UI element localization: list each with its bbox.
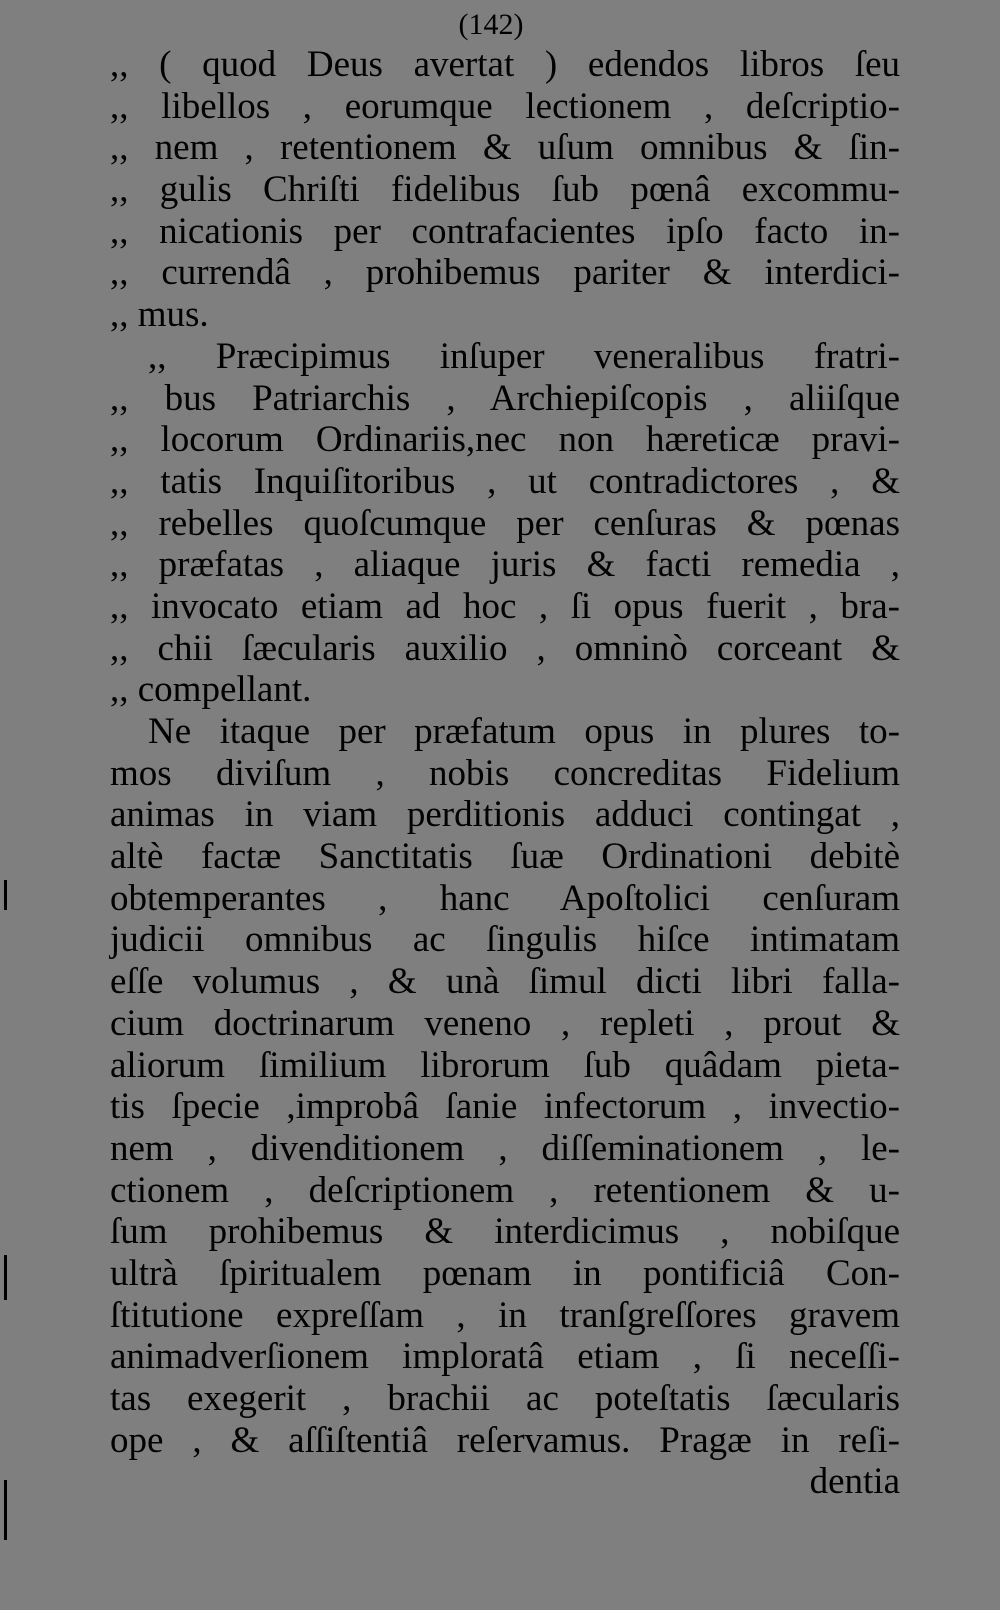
text-line: ultrà ſpiritualem pœnam in pontificiâ Con-: [110, 1252, 900, 1294]
text-line: Ne itaque per præfatum opus in plures to-: [148, 711, 900, 752]
text-line: ,, rebelles quoſcumque per cenſuras & pœnas: [110, 502, 900, 544]
page-number: (142): [458, 8, 524, 41]
text-line: cium doctrinarum veneno , repleti , prout &: [110, 1002, 900, 1044]
text-line: tas exegerit , brachii ac poteſtatis ſæcularis: [110, 1378, 900, 1419]
text-line: judicii omnibus ac ſingulis hiſce intimatam: [110, 919, 900, 961]
text-line: altè factæ Sanctitatis ſuæ Ordinationi debitè: [110, 836, 900, 878]
text-line: ,, compellant.: [110, 669, 312, 711]
text-line: ſum prohibemus & interdicimus , nobiſque: [110, 1211, 900, 1253]
text-line: ,, invocato etiam ad hoc , ſi opus fuerit , bra-: [110, 585, 900, 627]
text-line: ,, libellos , eorumque lectionem , deſcriptio-: [110, 85, 900, 127]
text-line: ,, tatis Inquiſitoribus , ut contradictores , &: [110, 460, 900, 502]
text-line: ctionem , deſcriptionem , retentionem & u-: [110, 1169, 900, 1211]
text-line: ,, ( quod Deus avertat ) edendos libros ſeu: [110, 44, 900, 85]
text-line: ,, currendâ , prohibemus pariter & interdici-: [110, 252, 900, 294]
margin-scan-artifact: [4, 880, 7, 910]
text-line: ,, nicationis per contrafacientes ipſo facto in-: [110, 210, 900, 252]
text-line: eſſe volumus , & unà ſimul dicti libri falla-: [110, 961, 900, 1003]
text-line: tis ſpecie ,improbâ ſanie infectorum , invectio-: [110, 1086, 900, 1128]
margin-scan-artifact: [4, 1255, 7, 1300]
page-body-text: [110, 44, 900, 1503]
text-line: ,, chii ſæcularis auxilio , omninò corceant &: [110, 627, 900, 669]
margin-scan-artifact: [4, 1480, 7, 1540]
text-line: aliorum ſimilium librorum ſub quâdam pieta-: [110, 1044, 900, 1086]
text-line: ,, mus.: [110, 294, 209, 336]
text-line: animas in viam perditionis adduci contingat ,: [110, 794, 900, 836]
text-line: obtemperantes , hanc Apoſtolici cenſuram: [110, 877, 900, 919]
text-line: animadverſionem imploratâ etiam , ſi neceſſi-: [110, 1336, 900, 1378]
text-line: ,, nem , retentionem & uſum omnibus & ſin-: [110, 127, 900, 169]
text-line: ,, præfatas , aliaque juris & facti remedia ,: [110, 544, 900, 586]
text-line: ſtitutione expreſſam , in tranſgreſſores gravem: [110, 1294, 900, 1336]
text-line: ,, Præcipimus inſuper veneralibus fratri-: [148, 335, 900, 377]
text-line: ,, locorum Ordinariis,nec non hæreticæ pravi-: [110, 419, 900, 461]
text-line: nem , divenditionem , diſſeminationem , le-: [110, 1127, 900, 1169]
text-line: ,, bus Patriarchis , Archiepiſcopis , aliiſque: [110, 377, 900, 419]
text-line: ,, gulis Chriſti fidelibus ſub pœnâ excommu-: [110, 169, 900, 211]
catchword: dentia: [809, 1461, 900, 1503]
text-line: ope , & aſſiſtentiâ reſervamus. Pragæ in reſi-: [110, 1419, 900, 1461]
text-line: mos diviſum , nobis concreditas Fidelium: [110, 752, 900, 794]
